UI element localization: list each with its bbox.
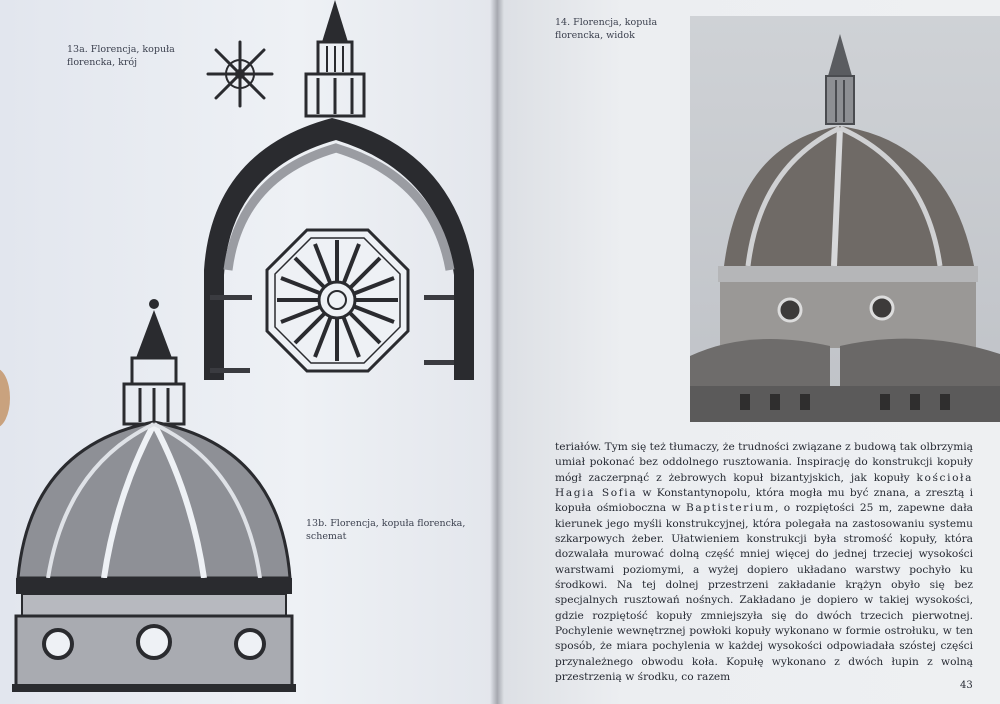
body-text-segment: , o rozpiętości 25 m, zapewne dała kierunek jego myśli konstrukcyjnej, która polegała na zastosowaniu systemu szkarpowych żeber. Ułatwieniem konstrukcji była stromość kopuły, która dozwalała murować dolną część mniej więcej do jednej trzeciej wysokości warstwami poziomymi, a wyżej dopiero układano warstwy pochyło ku środkowi. Na tej dolnej przestrzeni zakładanie krążyn obyło się bez specjalnych rusztowań nośnych. Zakładano je dopiero w takiej wysokości, gdzie rozpiętość kopuły zmniejszyła się do dwóch trzecich pierwotnej. Pochylenie wewnętrznej powłoki kopuły wykonano w formie ostrołuku, w ten sposób, że miara pochylenia w każdej wysokości odpowiadała szóstej części przynależnego obwodu koła. Kopułę wykonano z dwóch łupin z wolną przestrzenią w środku, co razem (555, 502, 973, 684)
dome-photo (690, 16, 1000, 422)
page-number: 43 (960, 680, 973, 691)
dome-photo-drawing (690, 16, 1000, 422)
left-page (0, 0, 497, 704)
body-paragraph (555, 440, 973, 686)
body-text-segment: w Konstantynopolu, która mogła mu być znana, a zresztą i kopuła ośmioboczna w (555, 487, 973, 515)
caption-photo: 14. Florencja, kopuła florencka, widok (555, 17, 658, 41)
dome-elevation-figure (8, 296, 298, 694)
body-text (555, 440, 973, 686)
hagia-sofia-emphasis: kościoła Hagia Sofia (555, 471, 973, 500)
baptisterium-emphasis: Baptisterium (685, 502, 775, 515)
caption-schematic: 13b. Florencja, kopuła florencka, schemat (306, 518, 466, 542)
caption-section: 13a. Florencja, kopuła florencka, krój (67, 44, 175, 68)
body-text-segment: teriałów. Tym się też tłumaczy, że trudności związane z budową tak olbrzymią umiał pokonać bez oddolnego rusztowania. Inspirację do konstrukcji kopuły mógł zaczerpnąć z żebrowych kopuł bizantyjskich, jak kopuły (555, 441, 973, 484)
book-gutter (490, 0, 504, 704)
